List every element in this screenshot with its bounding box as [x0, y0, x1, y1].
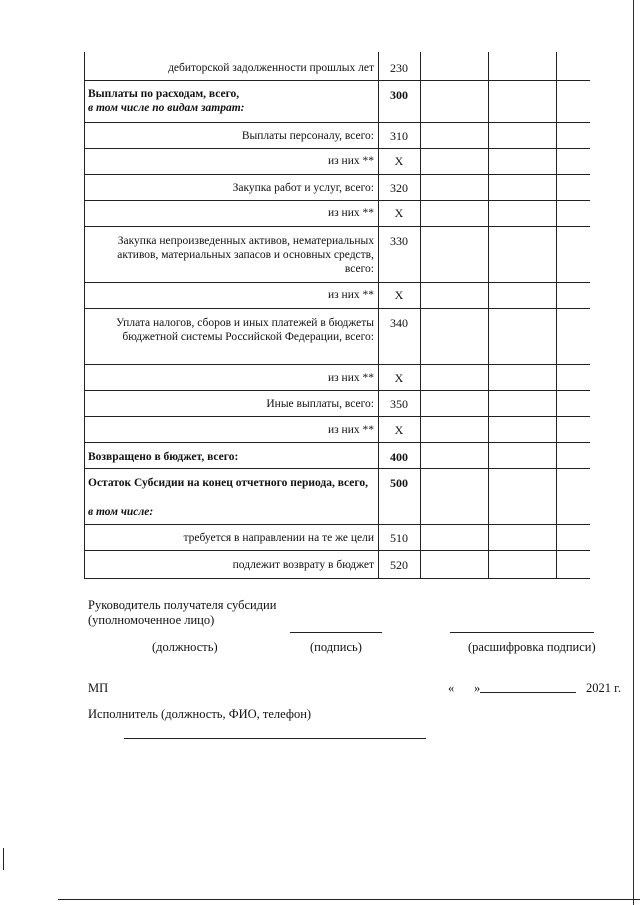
row-code: 320: [390, 181, 408, 195]
signature-line: [290, 632, 382, 633]
scan-bottom-edge: [58, 899, 640, 900]
row-description: из них **: [327, 207, 374, 219]
row-border: [84, 390, 590, 391]
row-border: [84, 200, 590, 201]
row-code: 230: [390, 61, 408, 75]
row-code: 300: [390, 88, 408, 102]
table-left-border: [84, 52, 85, 578]
row-border: [84, 282, 590, 283]
row-code: 330: [390, 234, 408, 248]
row-code: 520: [390, 558, 408, 572]
row-code: X: [394, 423, 404, 437]
row-description: Закупка работ и услуг, всего:: [232, 182, 374, 194]
col-border-code: [420, 52, 421, 578]
row-code: 310: [390, 129, 408, 143]
row-border: [84, 226, 590, 227]
decode-label: (расшифровка подписи): [468, 640, 596, 654]
row-code: X: [394, 154, 404, 168]
row-border: [84, 122, 590, 123]
row-border: [84, 468, 590, 469]
date-year: 2021 г.: [586, 681, 621, 695]
row-description: из них **: [327, 424, 374, 436]
table-bottom-border: [84, 578, 590, 579]
row-border: [84, 174, 590, 175]
row-code: X: [394, 288, 404, 302]
row-border: [84, 308, 590, 309]
scan-right-edge: [633, 0, 634, 905]
executor-label: Исполнитель (должность, ФИО, телефон): [88, 707, 312, 721]
stamp-label: МП: [88, 681, 109, 695]
position-label: (должность): [152, 640, 218, 654]
row-code: X: [394, 206, 404, 220]
row-description: дебиторской задолженности прошлых лет: [168, 62, 374, 74]
row-code: 500: [390, 476, 408, 490]
executor-line: [124, 738, 426, 739]
col-border-3: [488, 52, 489, 578]
row-description: Остаток Субсидии на конец отчетного периода, всего,: [88, 477, 368, 489]
row-description: Уплата налогов, сборов и иных платежей в бюджеты бюджетной системы Российской Федерации, всего:: [116, 317, 374, 343]
row-border: [84, 80, 590, 81]
scan-left-mark: [3, 848, 4, 870]
col-border-4: [556, 52, 557, 578]
row-description: Выплаты персоналу, всего:: [241, 130, 374, 142]
row-description-sub: в том числе:: [88, 506, 154, 518]
row-code: 510: [390, 531, 408, 545]
row-description: из них **: [327, 155, 374, 167]
col-border-desc: [378, 52, 379, 578]
row-description-sub: в том числе по видам затрат:: [88, 102, 245, 114]
row-border: [84, 416, 590, 417]
row-border: [84, 148, 590, 149]
row-description: Закупка непроизведенных активов, нематериальных активов, материальных запасов и основных средств, всего:: [117, 235, 374, 275]
row-border: [84, 524, 590, 525]
row-description: из них **: [327, 289, 374, 301]
row-code: 400: [390, 450, 408, 464]
date-month-line: [480, 692, 576, 693]
row-border: [84, 364, 590, 365]
row-description: требуется в направлении на те же цели: [183, 532, 374, 544]
row-description: из них **: [327, 372, 374, 384]
row-code: X: [394, 371, 404, 385]
row-description: Возвращено в бюджет, всего:: [88, 451, 239, 463]
row-code: 350: [390, 397, 408, 411]
row-description: Выплаты по расходам, всего,: [88, 88, 240, 100]
date-open-quote: «: [448, 681, 455, 695]
head-title: Руководитель получателя субсидии: [88, 598, 277, 612]
row-border: [84, 550, 590, 551]
row-border: [84, 442, 590, 443]
row-code: 340: [390, 316, 408, 330]
row-description: подлежит возврату в бюджет: [232, 559, 374, 571]
decode-line: [450, 632, 594, 633]
row-description: Иные выплаты, всего:: [266, 398, 374, 410]
signature-label: (подпись): [310, 640, 362, 654]
head-subtitle: (уполномоченное лицо): [88, 613, 215, 627]
date-close-quote: »: [474, 681, 481, 695]
